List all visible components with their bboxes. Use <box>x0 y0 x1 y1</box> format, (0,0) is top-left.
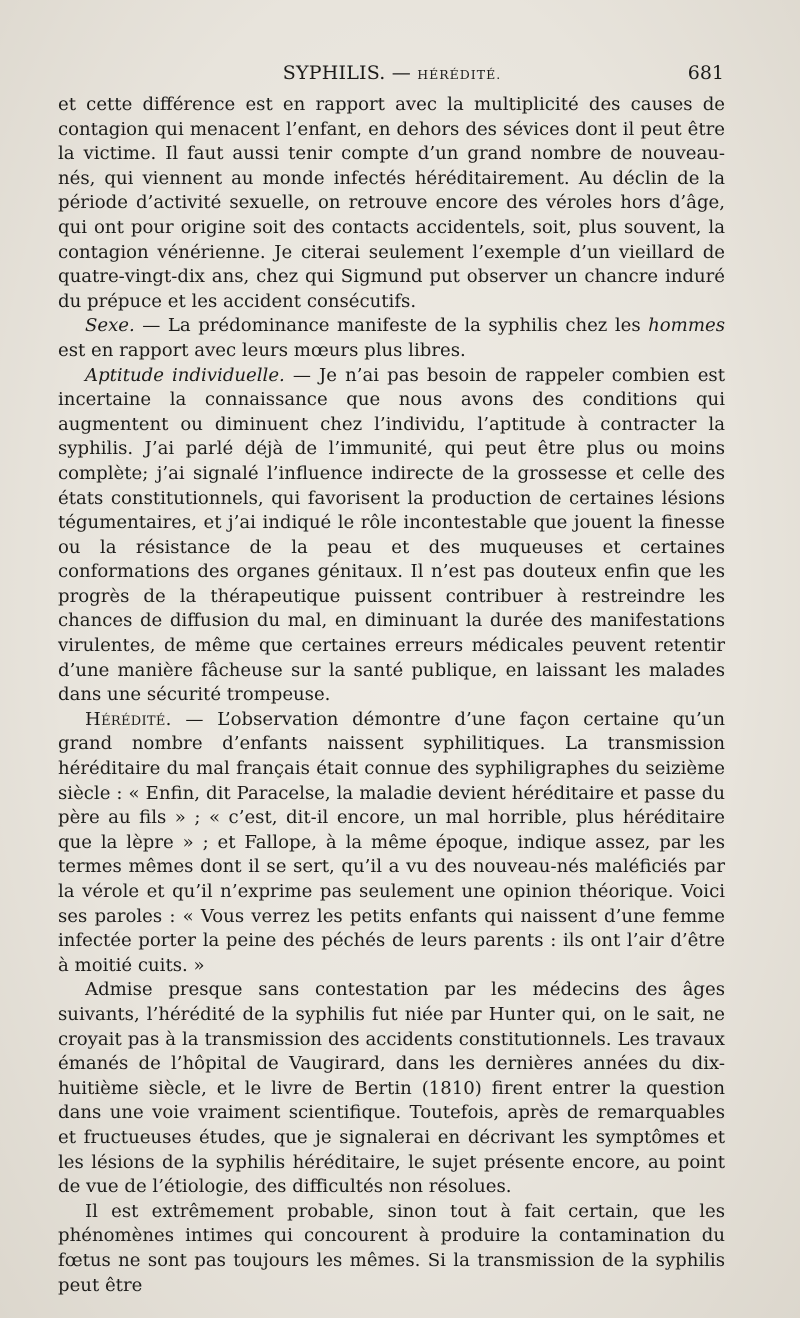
paragraph-sexe <box>58 314 725 363</box>
running-title <box>60 58 724 90</box>
paragraph-heredite <box>58 708 725 979</box>
paragraph-heading-aptitude: Aptitude individuelle. <box>85 364 285 386</box>
body-text <box>58 93 725 1298</box>
paragraph-probable: Il est extrêmement probable, sinon tout à fait certain, que les phénomènes intimes qui concourent à produire la contamination du fœtus ne sont pas toujours les mêmes. Si la transmission de la syphilis peut être <box>58 1200 725 1296</box>
paragraph-aptitude-text: — Je n’ai pas besoin de rappeler combien est incertaine la connaissance que nous avons des conditions qui augmentent ou diminuent chez l’individu, l’aptitude à contracter la syphilis. J’ai parlé déjà de l’immunité, qui peut être plus ou moins complète; j’ai signalé l’influence indirecte de la grossesse et celle des états constitutionnels, qui favorisent la production de certaines lésions tégumentaires, et j’ai indiqué le rôle incontestable que jouent la finesse ou la résistance de la peau et des muqueuses et certaines conformations des organes génitaux. Il n’est pas douteux enfin que les progrès de la thérapeutique puissent contribuer à restreindre les chances de diffusion du mal, en diminuant la durée des manifestations virulentes, de même que certaines erreurs médicales peuvent retentir d’une manière fâcheuse sur la santé publique, en laissant les malades dans une sécurité trompeuse. <box>58 364 725 706</box>
header-section-title: HÉRÉDITÉ. <box>417 67 502 82</box>
paragraph-sexe-text-b: est en rapport avec leurs mœurs plus libres. <box>58 339 466 361</box>
paragraph-heredite-text: — L’observation démontre d’une façon certaine qu’un grand nombre d’enfants naissent syphilitiques. La transmission héréditaire du mal français était connue des syphiligraphes du seizième siècle : « Enfin, dit Paracelse, la maladie devient héréditaire et passe du père au fils » ; « c’est, dit-il encore, un mal horrible, plus héréditaire que la lèpre » ; et Fallope, à la même époque, indique assez, par les termes mêmes dont il se sert, qu’il a vu des nouveau-nés maléficiés par la vérole et qu’il n’exprime pas seulement une opinion théorique. Voici ses paroles : « Vous verrez les petits enfants qui naissent d’une femme infectée porter la peine des péchés de leurs parents : ils ont l’air d’être à moitié cuits. » <box>58 708 725 976</box>
paragraph-heading-sexe: Sexe. <box>85 315 135 337</box>
running-header <box>60 58 724 88</box>
paragraph-admise: Admise presque sans contestation par les médecins des âges suivants, l’hérédité de la syphilis fut niée par Hunter qui, on le sait, ne croyait pas à la transmission des accidents constitutionnels. Les travaux émanés de l’hôpital de Vaugirard, dans les dernières années du dix-huitième siècle, et le livre de Bertin (1810) firent entrer la question dans une voie vraiment scientifique. Toutefois, après de remarquables et fructueuses études, que je signalerai en décrivant les symptômes et les lésions de la syphilis héréditaire, le sujet présente encore, au point de vue de l’étiologie, des difficultés non résolues. <box>58 979 725 1198</box>
paragraph-sexe-text-a: — La prédominance manifeste de la syphilis chez les <box>134 315 649 337</box>
paragraph-aptitude <box>58 364 725 708</box>
paragraph-heading-heredite: Hérédité. <box>85 708 172 730</box>
page-number: 681 <box>687 62 724 84</box>
header-title-separator: — <box>385 62 418 84</box>
paragraph-sexe-emphasis: hommes <box>648 315 725 337</box>
header-title-main: SYPHILIS. <box>282 62 386 84</box>
paragraph-continued: et cette différence est en rapport avec la multiplicité des causes de contagion qui menacent l’enfant, en dehors des sévices dont il peut être la victime. Il faut aussi tenir compte d’un grand nombre de nouveau-nés, qui viennent au monde infectés héréditairement. Au déclin de la période d’activité sexuelle, on retrouve encore des véroles hors d’âge, qui ont pour origine soit des contacts accidentels, soit, plus souvent, la contagion vénérienne. Je citerai seulement l’exemple d’un vieillard de quatre-vingt-dix ans, chez qui Sigmund put observer un chancre induré du prépuce et les accident consécutifs. <box>58 94 725 312</box>
